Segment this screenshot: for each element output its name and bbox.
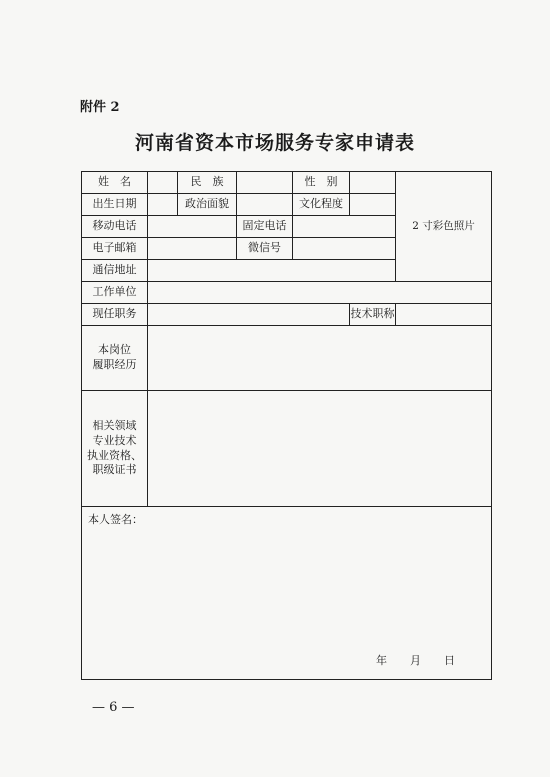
mobile-label: 移动电话 [82,216,148,238]
tech-title-label: 技术职称 [350,304,396,326]
application-form [81,171,492,680]
education-field[interactable] [350,194,396,216]
work-unit-field[interactable] [148,282,492,304]
name-label: 姓 名 [82,172,148,194]
ethnicity-label: 民 族 [178,172,237,194]
political-status-label: 政治面貌 [178,194,237,216]
qualifications-label [82,391,148,507]
gender-label: 性 别 [293,172,350,194]
signature-section[interactable] [82,507,492,680]
qualifications-label-line4: 职级证书 [92,463,137,477]
signature-date: 年 月 日 [376,654,461,668]
qualifications-label-line1: 相关领域 [92,418,137,432]
photo-box[interactable]: 2 寸彩色照片 [396,172,492,282]
attachment-label: 附件 2 [80,100,120,115]
address-label: 通信地址 [82,260,148,282]
mobile-field[interactable] [148,216,237,238]
current-position-label: 现任职务 [82,304,148,326]
experience-label-line2: 履职经历 [92,358,137,371]
experience-label-line1: 本岗位 [98,343,131,357]
birth-date-field[interactable] [148,194,178,216]
address-field[interactable] [148,260,396,282]
qualifications-field[interactable] [148,391,492,507]
experience-label [82,326,148,391]
signature-label: 本人签名： [88,513,143,526]
qualifications-label-line2: 专业技术 [92,433,137,447]
email-label: 电子邮箱 [82,238,148,260]
name-field[interactable] [148,172,178,194]
gender-field[interactable] [350,172,396,194]
current-position-field[interactable] [148,304,350,326]
experience-field[interactable] [148,326,492,391]
work-unit-label: 工作单位 [82,282,148,304]
wechat-label: 微信号 [237,238,293,260]
email-field[interactable] [148,238,237,260]
political-status-field[interactable] [237,194,293,216]
landline-field[interactable] [293,216,396,238]
landline-label: 固定电话 [237,216,293,238]
ethnicity-field[interactable] [237,172,293,194]
form-title: 河南省资本市场服务专家申请表 [134,132,415,154]
education-label: 文化程度 [293,194,350,216]
birth-date-label: 出生日期 [82,194,148,216]
tech-title-field[interactable] [396,304,492,326]
qualifications-label-line3: 执业资格、 [87,448,142,462]
page-number: — 6 — [92,700,135,715]
wechat-field[interactable] [293,238,396,260]
